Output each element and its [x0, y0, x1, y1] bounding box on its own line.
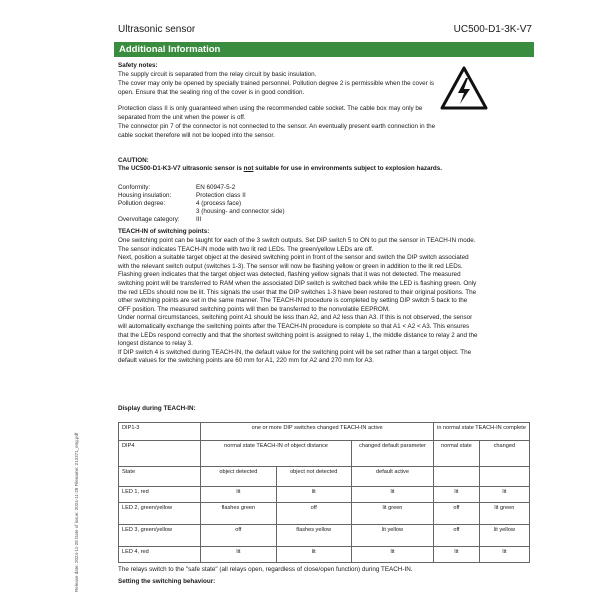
table-row [119, 547, 530, 563]
safety-p3: Protection class II is only guaranteed when using the recommended cable socket. The cable box may only be separated from the unit when the power is off. [118, 105, 423, 121]
table-row [119, 503, 530, 525]
table-cell: lit [351, 487, 433, 503]
table-cell: lit [479, 547, 529, 563]
caution-text [118, 165, 528, 174]
table-cell: LED 3, green/yellow [119, 525, 201, 547]
table-cell: one or more DIP switches changed TEACH-IN active [201, 423, 434, 441]
model-number: UC500-D1-3K-V7 [453, 24, 532, 35]
table-row [119, 467, 530, 487]
table-cell: LED 1, red [119, 487, 201, 503]
spec-label: Overvoltage category: [118, 216, 180, 223]
table-cell: State [119, 467, 201, 487]
table-cell: DIP4 [119, 441, 201, 467]
table-cell: lit yellow [479, 525, 529, 547]
teach-line: The sensor indicates TEACH-IN mode with two lit red LEDs. The green/yellow LEDs are off. [118, 245, 374, 253]
table-cell: lit [201, 487, 276, 503]
table-cell: object not detected [276, 467, 351, 487]
teach-line: the red LEDs should now be lit. This signals the user that the DIP switches 1-3 have been restored to their original positions. The [118, 288, 477, 296]
teach-line: If DIP switch 4 is switched during TEACH-IN, the default value for the switching point will be set rather than a target object. The [118, 348, 472, 356]
table-row [119, 487, 530, 503]
spec-value: EN 60947-5-2 [196, 184, 236, 191]
teach-line: switching point will be transferred to RAM when the associated DIP switch is switched back while the LED is flashing green. Only [118, 279, 477, 287]
table-cell: off [434, 525, 480, 547]
teach-line: other switching points are set in the same manner. The TEACH-IN procedure is completed by setting DIP switch 5 back to the [118, 297, 468, 305]
teach-line: OFF position. The measured switching points will then be transferred to the nonvolatile EEPROM. [118, 305, 390, 313]
table-cell: lit [201, 547, 276, 563]
safety-p2: The cover may only be opened by specially trained personnel. Pollution degree 2 is permissible when the cover is open. Ensure that the sealing ring of the cover is in good condition. [118, 80, 435, 96]
teach-line: that the LEDs respond correctly and that the shortest switching point is assigned to relay 1, the middle distance to relay 2 and the [118, 331, 478, 339]
table-cell: default active [351, 467, 433, 487]
table-cell: LED 2, green/yellow [119, 503, 201, 525]
caution-text-after: suitable for use in environments subject to explosion hazards. [253, 165, 443, 172]
table-cell: DIP1-3 [119, 423, 201, 441]
teach-line: Next, position a suitable target object at the desired switching point in front of the sensor and switch the DIP switch associated [118, 254, 469, 262]
spec-value: 4 (process face) [196, 200, 242, 207]
table-cell: lit [276, 487, 351, 503]
display-heading: Display during TEACH-IN: [118, 405, 196, 412]
document-title: Ultrasonic sensor [118, 24, 196, 35]
safety-p4: The connector pin 7 of the connector is not connected to the sensor. An eventually present earth connection in the cable socket therefore will not be looped into the sensor. [118, 123, 436, 139]
table-row [119, 423, 530, 441]
behaviour-heading: Setting the switching behaviour: [118, 578, 216, 585]
spec-label: Pollution degree: [118, 200, 166, 207]
safety-p1: The supply circuit is separated from the relay circuit by basic insulation. [118, 71, 317, 78]
high-voltage-warning-icon [440, 66, 488, 110]
table-cell: flashes yellow [276, 525, 351, 547]
table-row [119, 525, 530, 547]
table-cell: lit green [479, 503, 529, 525]
table-cell: off [201, 525, 276, 547]
caution-text-before: The UC500-D1-K3-V7 ultrasonic sensor is [118, 165, 244, 172]
table-cell: lit [434, 487, 480, 503]
table-cell: normal state [434, 441, 480, 467]
table-cell: off [276, 503, 351, 525]
table-cell [479, 467, 529, 487]
caution-text-not: not [243, 165, 254, 172]
table-cell: lit [479, 487, 529, 503]
table-cell: lit [351, 547, 433, 563]
table-cell [434, 467, 480, 487]
teach-line: longest distance to relay 3. [118, 340, 193, 348]
teach-line: with the relevant switch output (switches 1-3). The sensor will now be flashing yellow or green in addition to the lit red LEDs. [118, 262, 463, 270]
spec-label: Housing insulation: [118, 192, 172, 199]
table-cell: normal state TEACH-IN of object distance [201, 441, 352, 467]
release-info-side-text: Release date: 2024-11-28 Date of issue: 2024-11-28 Filename: 213371_eng.pdf [74, 432, 79, 592]
teach-in-display-table [118, 422, 530, 563]
table-cell: lit green [351, 503, 433, 525]
caution-heading: CAUTION: [118, 157, 149, 164]
teach-line: One switching point can be taught for each of the 3 switch outputs. Set DIP switch 5 to ON to put the sensor in TEACH-IN mode. [118, 237, 476, 244]
table-cell: off [434, 503, 480, 525]
teach-heading: TEACH-IN of switching points: [118, 228, 210, 235]
safety-heading: Safety notes: [118, 62, 158, 69]
relays-note: The relays switch to the "safe state" (all relays open, regardless of close/open function) during TEACH-IN. [118, 566, 413, 573]
table-cell: in normal state TEACH-IN complete [434, 423, 530, 441]
teach-line: default values for the switching points are 60 mm for A1, 220 mm for A2 and 270 mm for A3. [118, 357, 374, 365]
spec-value: III [196, 216, 202, 223]
table-cell: lit yellow [351, 525, 433, 547]
table-cell: lit [276, 547, 351, 563]
teach-line: Under normal circumstances, switching point A1 should be less than A2, and A2 less than A3. If this is not observed, the sensor [118, 314, 473, 322]
teach-line: will automatically exchange the switching points after the TEACH-IN procedure is complete so that A1 < A2 < A3. This ensures [118, 322, 470, 330]
spec-value: 3 (housing- and connector side) [196, 208, 285, 215]
table-cell: flashes green [201, 503, 276, 525]
table-cell: object detected [201, 467, 276, 487]
table-cell: LED 4, red [119, 547, 201, 563]
spec-value: Protection class II [196, 192, 246, 199]
spec-label: Conformity: [118, 184, 151, 191]
section-title: Additional Information [114, 42, 534, 57]
table-row [119, 441, 530, 467]
teach-text [118, 237, 538, 366]
teach-line: Flashing green indicates that the target object was detected, flashing yellow signals that it was not detected. The measured [118, 271, 461, 279]
table-cell: lit [434, 547, 480, 563]
table-cell: changed default parameter [351, 441, 433, 467]
table-cell: changed [479, 441, 529, 467]
